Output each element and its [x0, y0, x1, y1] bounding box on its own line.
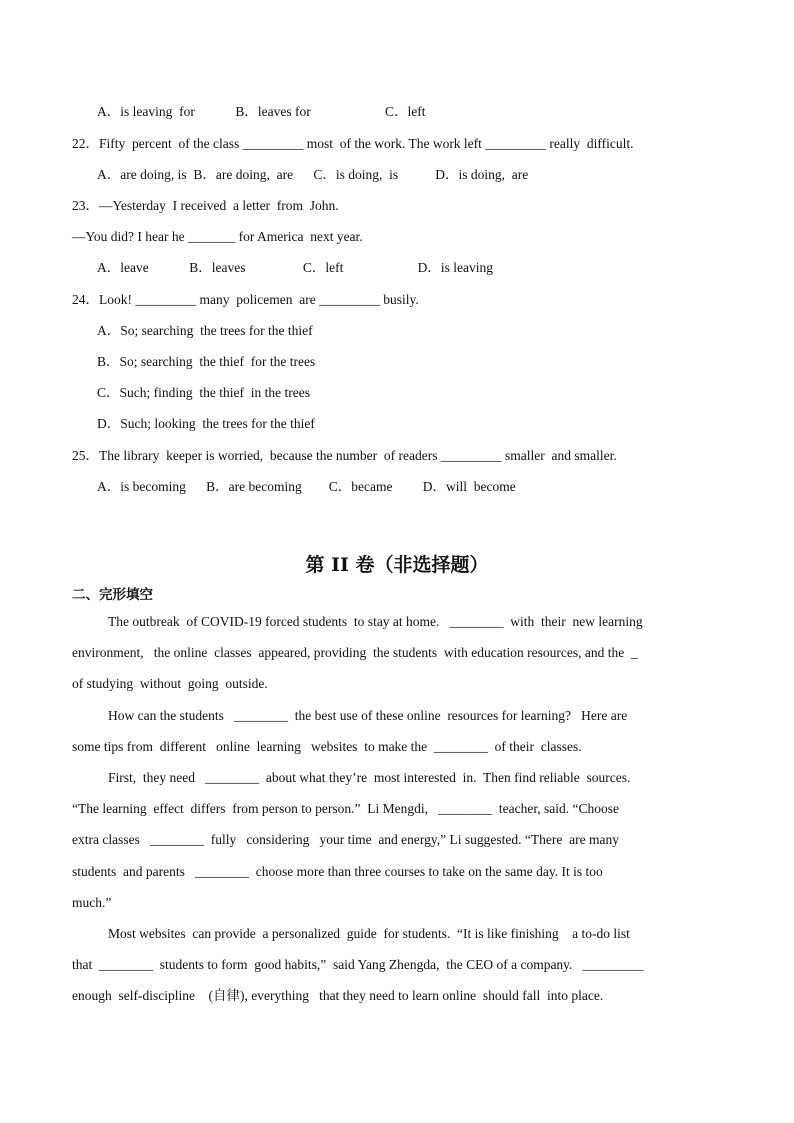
passage-line: The outbreak of COVID-19 forced students to stay at home. ________ with their new learning: [108, 614, 643, 629]
passage-line: students and parents ________ choose more than three courses to take on the same day. It is too: [72, 864, 603, 879]
q21-options: A．is leaving for B．leaves for C．left: [97, 104, 426, 119]
q24-stem: 24．Look! _________ many policemen are _________ busily.: [72, 292, 419, 307]
section-title: 第 II 卷（非选择题）: [305, 554, 489, 576]
q23-options: A．leave B．leaves C．left D．is leaving: [97, 260, 493, 275]
passage-line: Most websites can provide a personalized guide for students. “It is like finishing a to-do list: [108, 926, 630, 941]
q25-stem: 25．The library keeper is worried, because the number of readers _________ smaller and smaller.: [72, 448, 617, 463]
q22-stem: 22．Fifty percent of the class _________ most of the work. The work left _________ really difficult.: [72, 136, 634, 151]
q23-stem-reply: —You did? I hear he _______ for America next year.: [72, 229, 363, 244]
passage-line: of studying without going outside.: [72, 676, 268, 691]
q24-option-a: A．So; searching the trees for the thief: [97, 323, 313, 338]
passage-line: some tips from different online learning websites to make the ________ of their classes.: [72, 739, 582, 754]
passage-line: How can the students ________ the best use of these online resources for learning? Here are: [108, 708, 628, 723]
passage-line: much.”: [72, 895, 112, 910]
passage-line: First, they need ________ about what they’re most interested in. Then find reliable sources.: [108, 770, 631, 785]
q25-options: A．is becoming B．are becoming C．became D．will become: [97, 479, 516, 494]
passage-line: environment, the online classes appeared, providing the students with education resources, and the _: [72, 645, 638, 660]
q24-option-b: B．So; searching the thief for the trees: [97, 354, 316, 369]
passage-line: that ________ students to form good habits,” said Yang Zhengda, the CEO of a company. _________: [72, 957, 644, 972]
cloze-heading: 二、完形填空: [72, 587, 153, 603]
passage-line: enough self-discipline (自律), everything that they need to learn online should fall into place.: [72, 988, 604, 1003]
q22-options: A．are doing, is B．are doing, are C．is doing, is D．is doing, are: [97, 167, 529, 182]
q24-option-c: C．Such; finding the thief in the trees: [97, 385, 310, 400]
passage-line: extra classes ________ fully considering your time and energy,” Li suggested. “There are many: [72, 832, 619, 847]
q23-stem: 23．—Yesterday I received a letter from John.: [72, 198, 339, 213]
q24-option-d: D．Such; looking the trees for the thief: [97, 416, 315, 431]
passage-line: “The learning effect differs from person to person.” Li Mengdi, ________ teacher, said. “Choose: [72, 801, 620, 816]
